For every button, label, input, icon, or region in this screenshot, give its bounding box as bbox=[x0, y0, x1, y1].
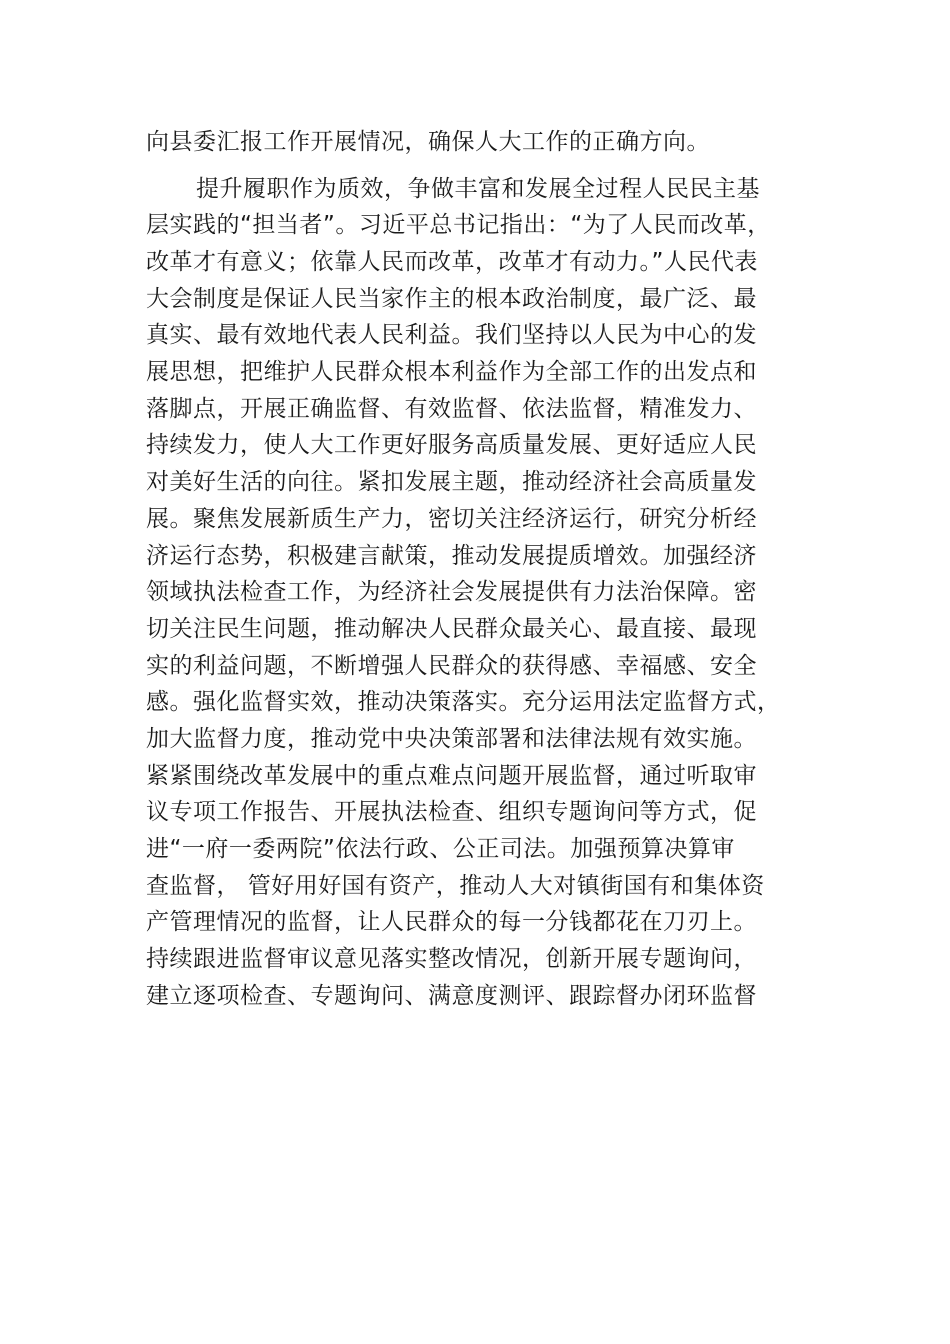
text-line: 实的利益问题，不断增强人民群众的获得感、幸福感、安全 bbox=[146, 653, 757, 679]
text-line: 产管理情况的监督，让人民群众的每一分钱都花在刀刃上。 bbox=[146, 909, 757, 935]
text-line: 向县委汇报工作开展情况，确保人大工作的正确方向。 bbox=[146, 129, 710, 155]
text-line: 改革才有意义；依靠人民而改革，改革才有动力。”人民代表 bbox=[146, 249, 758, 275]
text-line: 切关注民生问题，推动解决人民群众最关心、最直接、最现 bbox=[146, 616, 757, 642]
text-line: 持续跟进监督审议意见落实整改情况，创新开展专题询问， bbox=[146, 946, 757, 972]
text-line: 建立逐项检查、专题询问、满意度测评、跟踪督办闭环监督 bbox=[146, 983, 757, 1009]
text-line: 落脚点，开展正确监督、有效监督、依法监督，精准发力、 bbox=[146, 396, 757, 422]
text-line: 紧紧围绕改革发展中的重点难点问题开展监督，通过听取审 bbox=[146, 763, 757, 789]
text-line: 议专项工作报告、开展执法检查、组织专题询问等方式，促 bbox=[146, 799, 757, 825]
text-line: 加大监督力度，推动党中央决策部署和法律法规有效实施。 bbox=[146, 726, 757, 752]
text-line: 领域执法检查工作，为经济社会发展提供有力法治保障。密 bbox=[146, 579, 757, 605]
text-line: 大会制度是保证人民当家作主的根本政治制度，最广泛、最 bbox=[146, 286, 757, 312]
text-line: 对美好生活的向往。紧扣发展主题，推动经济社会高质量发 bbox=[146, 469, 757, 495]
text-line: 真实、最有效地代表人民利益。我们坚持以人民为中心的发 bbox=[146, 322, 757, 348]
paragraph-first-line: 提升履职作为质效，争做丰富和发展全过程人民民主基 bbox=[196, 176, 760, 202]
text-line: 展思想，把维护人民群众根本利益作为全部工作的出发点和 bbox=[146, 359, 757, 385]
text-line: 进“一府一委两院”依法行政、公正司法。加强预算决算审 bbox=[146, 836, 735, 862]
text-line: 层实践的“担当者”。习近平总书记指出：“为了人民而改革， bbox=[146, 212, 771, 238]
text-line: 持续发力，使人大工作更好服务高质量发展、更好适应人民 bbox=[146, 432, 757, 458]
text-line: 查监督， 管好用好国有资产，推动人大对镇街国有和集体资 bbox=[146, 873, 765, 899]
text-line: 展。聚焦发展新质生产力，密切关注经济运行，研究分析经 bbox=[146, 506, 757, 532]
text-line: 济运行态势，积极建言献策，推动发展提质增效。加强经济 bbox=[146, 543, 757, 569]
text-line: 感。强化监督实效，推动决策落实。充分运用法定监督方式， bbox=[146, 689, 781, 715]
